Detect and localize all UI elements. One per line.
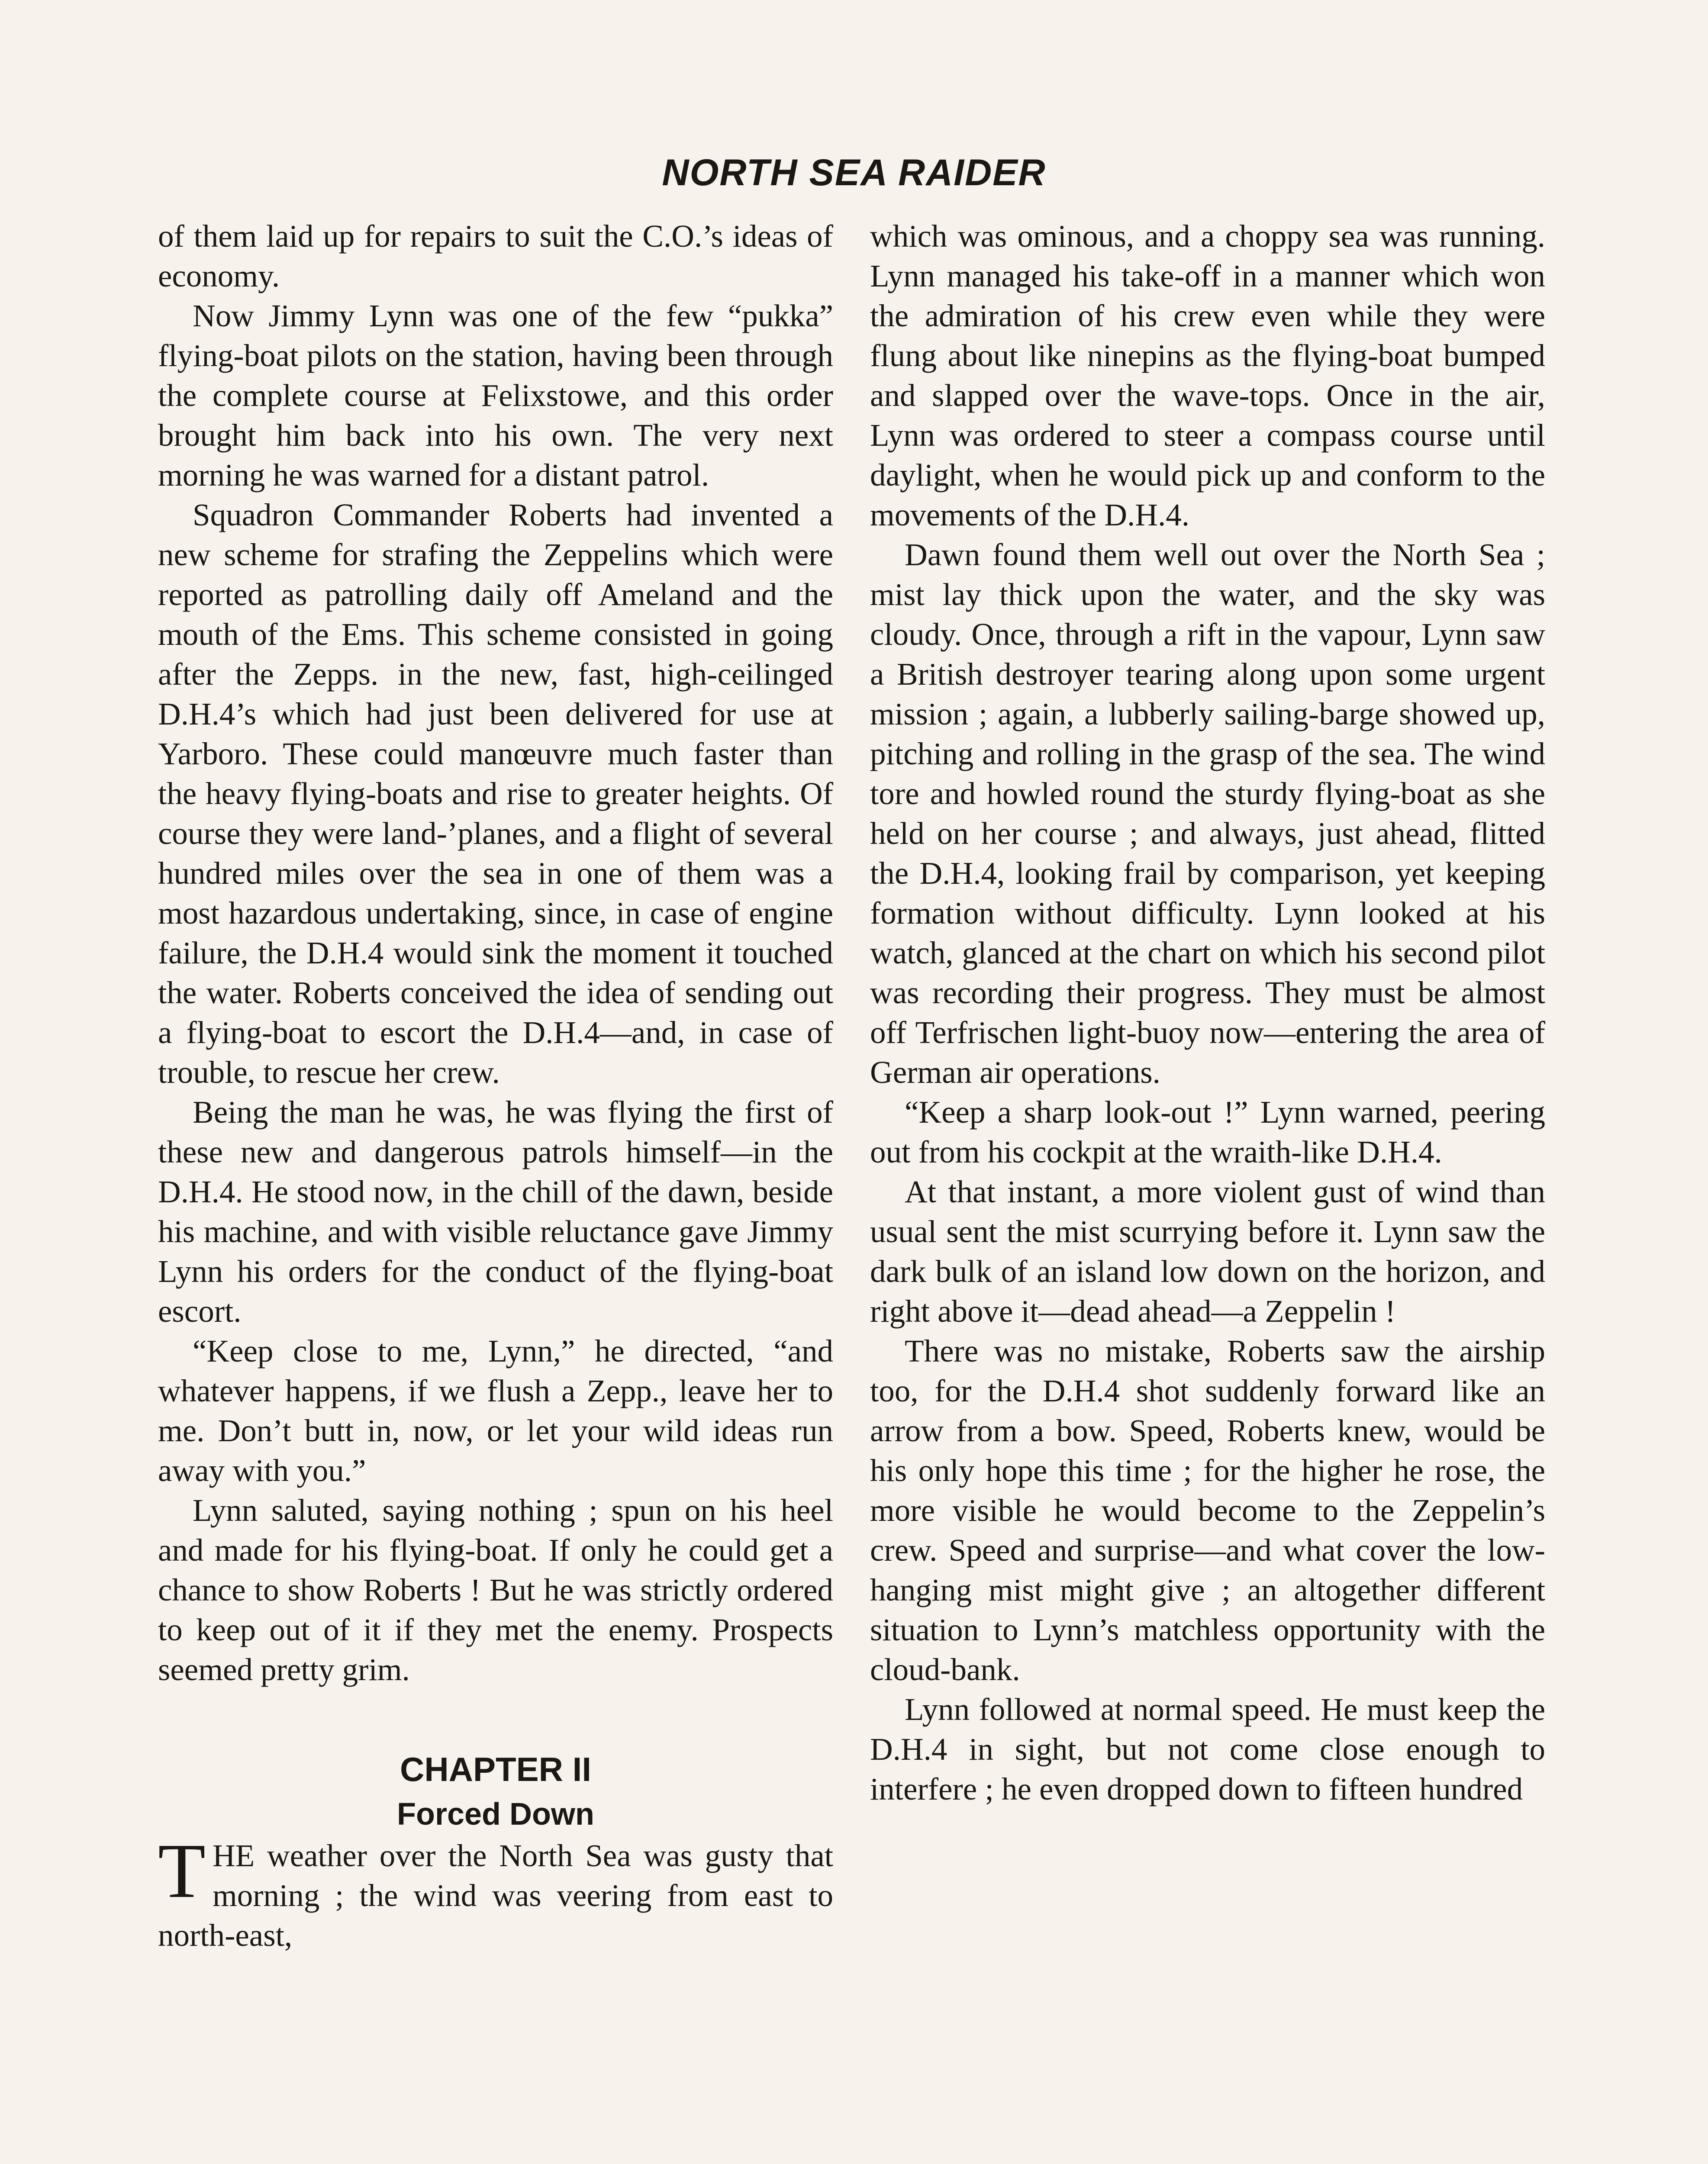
right-column — [870, 216, 1545, 1809]
paragraph: “Keep a sharp look-out !” Lynn warned, peering out from his cockpit at the wraith-like D.H.4. — [870, 1095, 1545, 1169]
drop-cap: T — [158, 1828, 206, 1914]
paragraph: Dawn found them well out over the North Sea ; mist lay thick upon the water, and the sky was cloudy. Once, through a rift in the vapour, Lynn saw a British destroyer tearing along upon some urgent mission ; again, a lubberly sailing-barge showed up, pitching and rolling in the grasp of the sea. The wind tore and howled round the sturdy flying-boat as she held on her course ; and always, just ahead, flitted the D.H.4, looking frail by comparison, yet keeping formation without difficulty. Lynn looked at his watch, glanced at the chart on which his second pilot was recording their progress. They must be almost off Terfrischen light-buoy now—entering the area of German air operations. — [870, 537, 1545, 1090]
paragraph: Now Jimmy Lynn was one of the few “pukka” flying-boat pilots on the station, having been through the complete course at Felixstowe, and this order brought him back into his own. The very next morning he was warned for a distant patrol. — [158, 298, 833, 493]
paragraph: Lynn followed at normal speed. He must keep the D.H.4 in sight, but not come close enough to interfere ; he even dropped down to fifteen hundred — [870, 1692, 1545, 1807]
paragraph: Squadron Commander Roberts had invented a new scheme for strafing the Zeppelins which were reported as patrolling daily off Ameland and the mouth of the Ems. This scheme consisted in going after the Zepps. in the new, fast, high-ceilinged D.H.4’s which had just been delivered for use at Yarboro. These could manœuvre much faster than the heavy flying-boats and rise to greater heights. Of course they were land-’planes, and a flight of several hundred miles over the sea in one of them was a most hazardous undertaking, since, in case of engine failure, the D.H.4 would sink the moment it touched the water. Roberts conceived the idea of sending out a flying-boat to escort the D.H.4—and, in case of trouble, to rescue her crew. — [158, 497, 833, 1090]
chapter-heading — [158, 1746, 833, 1836]
left-column — [158, 216, 833, 1955]
paragraph: Lynn saluted, saying nothing ; spun on his heel and made for his flying-boat. If only he could get a chance to show Roberts ! But he was strictly ordered to keep out of it if they met the enemy. Prospects seemed pretty grim. — [158, 1493, 833, 1687]
paragraph: Being the man he was, he was flying the first of these new and dangerous patrols himself—in the D.H.4. He stood now, in the chill of the dawn, beside his machine, and with visible reluctance gave Jimmy Lynn his orders for the conduct of the flying-boat escort. — [158, 1095, 833, 1329]
paragraph: of them laid up for repairs to suit the C.O.’s ideas of economy. — [158, 219, 833, 293]
paragraph: “Keep close to me, Lynn,” he directed, “and whatever happens, if we flush a Zepp., leave her to me. Don’t butt in, now, or let your wild ideas run away with you.” — [158, 1333, 833, 1488]
chapter-title: CHAPTER II — [400, 1750, 592, 1788]
paragraph: which was ominous, and a choppy sea was running. Lynn managed his take-off in a manner which won the admiration of his crew even while they were flung about like ninepins as the flying-boat bumped and slapped over the wave-tops. Once in the air, Lynn was ordered to steer a compass course until daylight, when he would pick up and conform to the movements of the D.H.4. — [870, 219, 1545, 532]
paragraph: There was no mistake, Roberts saw the airship too, for the D.H.4 shot suddenly forward like an arrow from a bow. Speed, Roberts knew, would be his only hope this time ; for the higher he rose, the more visible he would become to the Zeppelin’s crew. Speed and surprise—and what cover the low-hanging mist might give ; an altogether different situation to Lynn’s matchless opportunity with the cloud-bank. — [870, 1333, 1545, 1687]
chapter-subtitle: Forced Down — [396, 1797, 594, 1832]
chapter-opening-text: HE weather over the North Sea was gusty that morning ; the wind was veering from east to north-east, — [158, 1838, 833, 1953]
paragraph: At that instant, a more violent gust of wind than usual sent the mist scurrying before it. Lynn saw the dark bulk of an island low down on the horizon, and right above it—dead ahead—a Zeppelin ! — [870, 1174, 1545, 1329]
running-head: NORTH SEA RAIDER — [662, 152, 1046, 193]
chapter-opening-paragraph — [158, 1828, 833, 1955]
